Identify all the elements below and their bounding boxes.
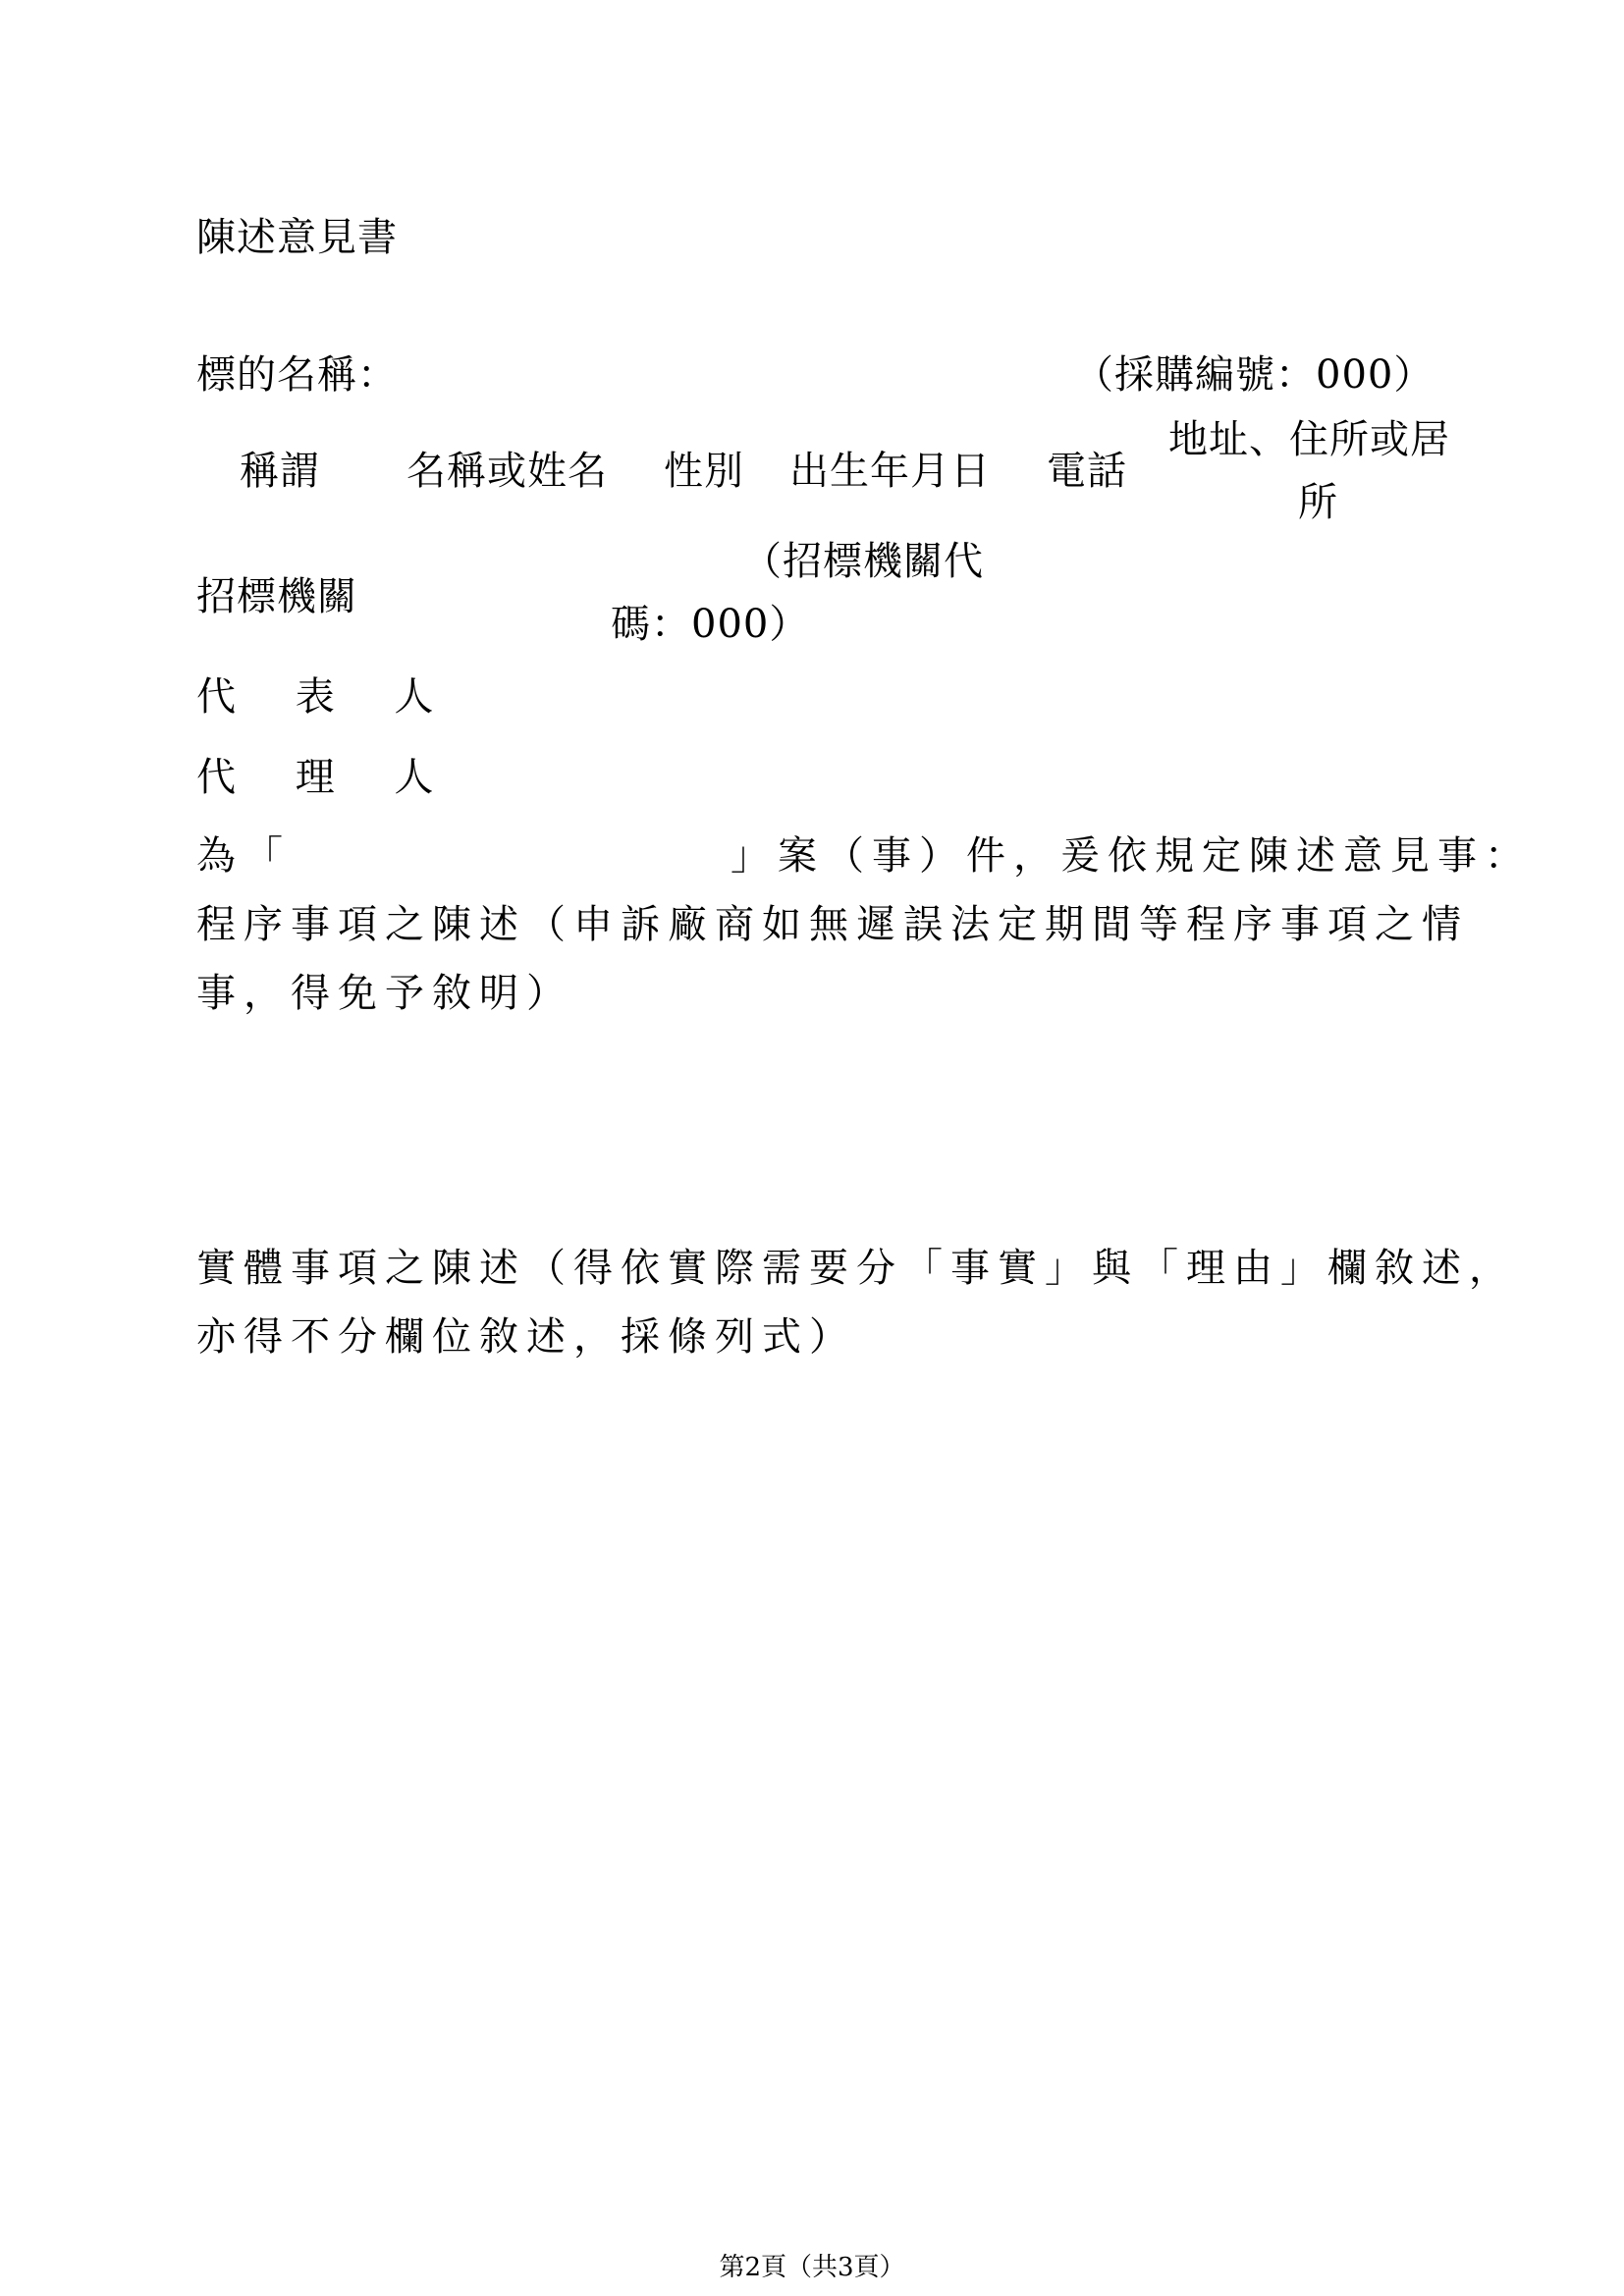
header-gender: 性別 <box>664 449 744 494</box>
substantive-heading-line2: 亦得不分欄位敘述，採條列式） <box>196 1314 856 1360</box>
representative-label: 代 表 人 <box>196 674 458 720</box>
procurement-number: （採購編號：000） <box>1074 352 1435 398</box>
header-title: 稱謂 <box>240 449 320 494</box>
agency-label: 招標機關 <box>196 574 357 619</box>
case-open-bracket: 為「 <box>196 833 291 879</box>
header-address-line1: 地址、住所或居 <box>1168 417 1450 462</box>
agency-code-line1: （招標機關代 <box>742 539 984 584</box>
procedural-heading-line2: 事，得免予敘明） <box>196 971 573 1016</box>
case-statement: 」案（事）件，爰依規定陳述意見事： <box>731 833 1532 879</box>
page-number: 第2頁（共3頁） <box>719 2253 905 2282</box>
header-phone: 電話 <box>1047 449 1127 494</box>
substantive-heading-line1: 實體事項之陳述（得依實際需要分「事實」與「理由」欄敘述， <box>196 1246 1516 1291</box>
document-title: 陳述意見書 <box>196 215 398 260</box>
agent-label: 代 理 人 <box>196 755 458 800</box>
header-birthdate: 出生年月日 <box>789 449 991 494</box>
header-name: 名稱或姓名 <box>406 449 608 494</box>
header-address-line2: 所 <box>1298 480 1338 525</box>
subject-label: 標的名稱： <box>196 352 398 398</box>
procedural-heading-line1: 程序事項之陳述（申訴廠商如無遲誤法定期間等程序事項之情 <box>196 902 1469 947</box>
agency-code-line2: 碼：000） <box>611 602 810 647</box>
